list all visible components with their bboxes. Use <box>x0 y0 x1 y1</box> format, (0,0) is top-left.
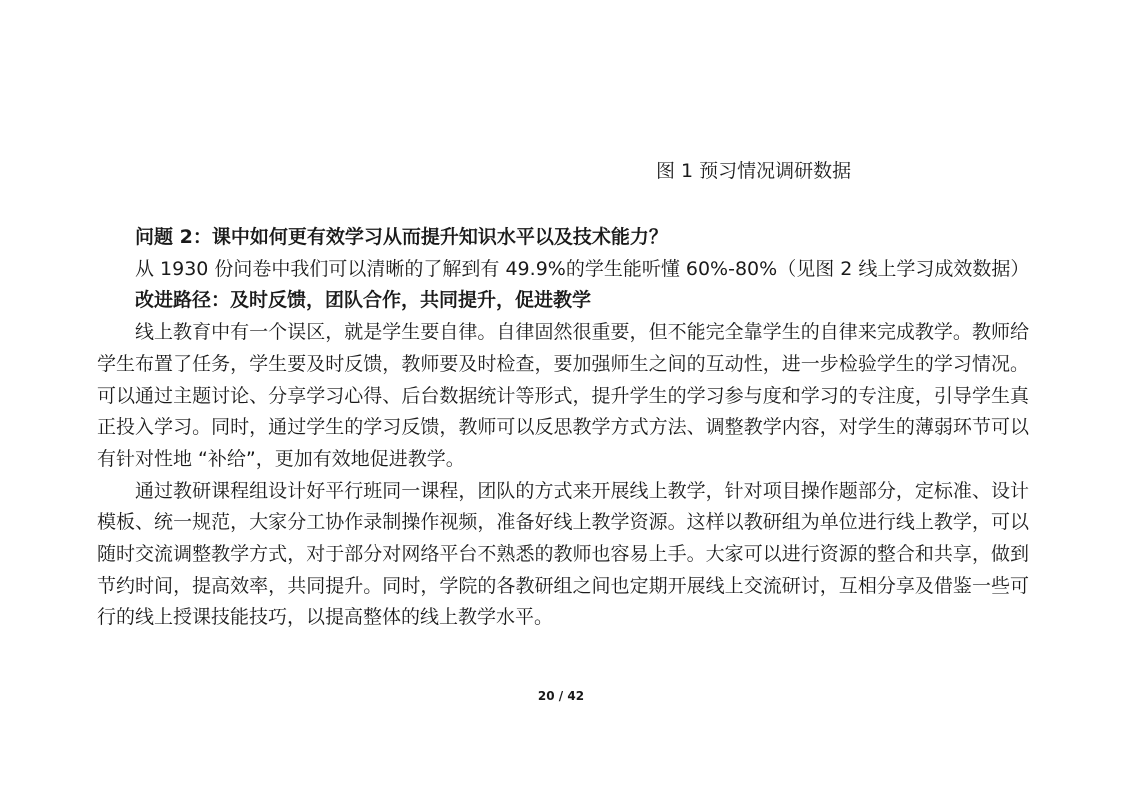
teamwork-paragraph: 通过教研课程组设计好平行班同一课程，团队的方式来开展线上教学，针对项目操作题部分，定标准、设计模板、统一规范，大家分工协作录制操作视频，准备好线上教学资源。这样以教研组为单位进行线上教学，可以随时交流调整教学方式，对于部分对网络平台不熟悉的教师也容易上手。大家可以进行资源的整合和共享，做到节约时间，提高效率，共同提升。同时，学院的各教研组之间也定期开展线上交流研讨，互相分享及借鉴一些可行的线上授课技能技巧，以提高整体的线上教学水平。 <box>97 479 1029 629</box>
body-text <box>97 222 1029 634</box>
survey-result-paragraph: 从 1930 份问卷中我们可以清晰的了解到有 49.9%的学生能听懂 60%-80%（见图 2 线上学习成效数据） <box>135 257 1030 280</box>
feedback-paragraph: 线上教育中有一个误区，就是学生要自律。自律固然很重要，但不能完全靠学生的自律来完成教学。教师给学生布置了任务，学生要及时反馈，教师要及时检查，要加强师生之间的互动性，进一步检验学生的学习情况。可以通过主题讨论、分享学习心得、后台数据统计等形式，提升学生的学习参与度和学习的专注度，引导学生真正投入学习。同时，通过学生的学习反馈，教师可以反思教学方式方法、调整教学内容，对学生的薄弱环节可以有针对性地 “补给”，更加有效地促进教学。 <box>97 321 1029 470</box>
figure-caption: 图 1 预习情况调研数据 <box>656 160 852 182</box>
question-heading: 问题 2：课中如何更有效学习从而提升知识水平以及技术能力？ <box>135 226 668 248</box>
improvement-path-heading: 改进路径：及时反馈，团队合作，共同提升，促进教学 <box>135 289 592 312</box>
page-number: 20 / 42 <box>537 689 585 703</box>
